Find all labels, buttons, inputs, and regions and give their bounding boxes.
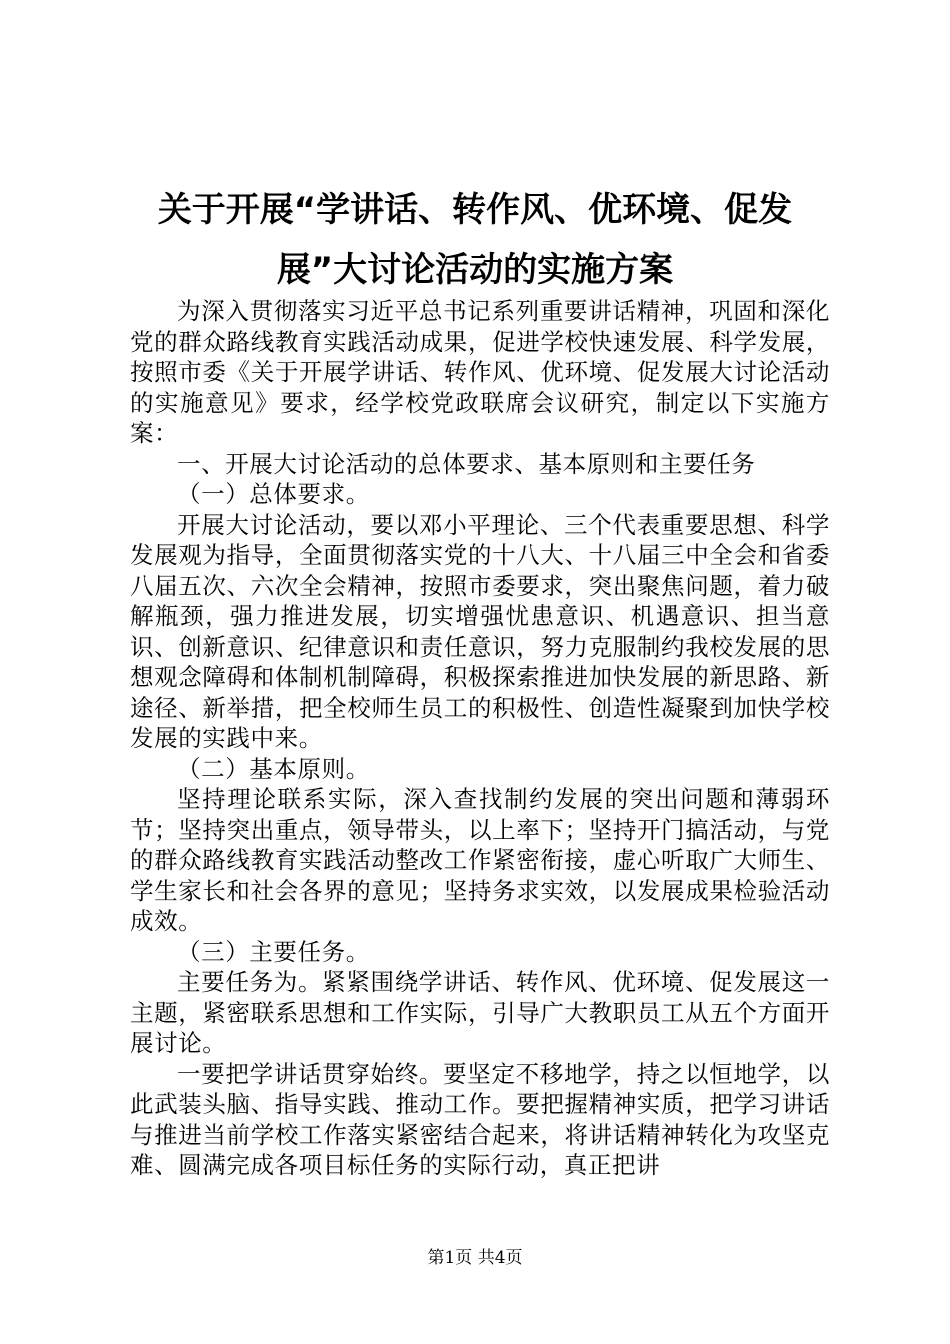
page-number-footer: 第1页 共4页 — [427, 1248, 523, 1268]
paragraph-basic-principles: 坚持理论联系实际，深入查找制约发展的突出问题和薄弱环节；坚持突出重点，领导带头，以上率下；坚持开门搞活动，与党的群众路线教育实践活动整改工作紧密衔接，虚心听取广大师生、学生家长和社会各界的意见；坚持务求实效，以发展成果检验活动成效。 — [130, 785, 830, 935]
document-body — [130, 296, 830, 1181]
subheading-basic-principles: （二）基本原则。 — [177, 754, 370, 783]
document-title-line-1: 关于开展“学讲话、转作风、优环境、促发 — [157, 190, 793, 230]
paragraph-intro: 为深入贯彻落实习近平总书记系列重要讲话精神，巩固和深化党的群众路线教育实践活动成果，促进学校快速发展、科学发展，按照市委《关于开展学讲话、转作风、优环境、促发展大讨论活动的实施意见》要求，经学校党政联席会议研究，制定以下实施方案： — [130, 297, 830, 447]
paragraph-study-speeches: 一要把学讲话贯穿始终。要坚定不移地学，持之以恒地学，以此武装头脑、指导实践、推动工作。要把握精神实质，把学习讲话与推进当前学校工作落实紧密结合起来，将讲话精神转化为攻坚克难、圆满完成各项目标任务的实际行动，真正把讲 — [130, 1059, 830, 1179]
subheading-overall-requirements: （一）总体要求。 — [177, 480, 370, 508]
document-title-line-2: 展”大讨论活动的实施方案 — [276, 250, 674, 290]
paragraph-overall-requirements: 开展大讨论活动，要以邓小平理论、三个代表重要思想、科学发展观为指导，全面贯彻落实党的十八大、十八届三中全会和省委八届五次、六次全会精神，按照市委要求，突出聚焦问题，着力破解瓶颈，强力推进发展，切实增强忧患意识、机遇意识、担当意识、创新意识、纪律意识和责任意识，努力克服制约我校发展的思想观念障碍和体制机制障碍，积极探索推进加快发展的新思路、新途径、新举措，把全校师生员工的积极性、创造性凝聚到加快学校发展的实践中来。 — [130, 510, 830, 752]
paragraph-main-tasks: 主要任务为。紧紧围绕学讲话、转作风、优环境、促发展这一主题，紧密联系思想和工作实际，引导广大教职员工从五个方面开展讨论。 — [130, 968, 830, 1057]
subheading-main-tasks: （三）主要任务。 — [177, 937, 370, 966]
section-heading-1: 一、开展大讨论活动的总体要求、基本原则和主要任务 — [177, 449, 756, 478]
